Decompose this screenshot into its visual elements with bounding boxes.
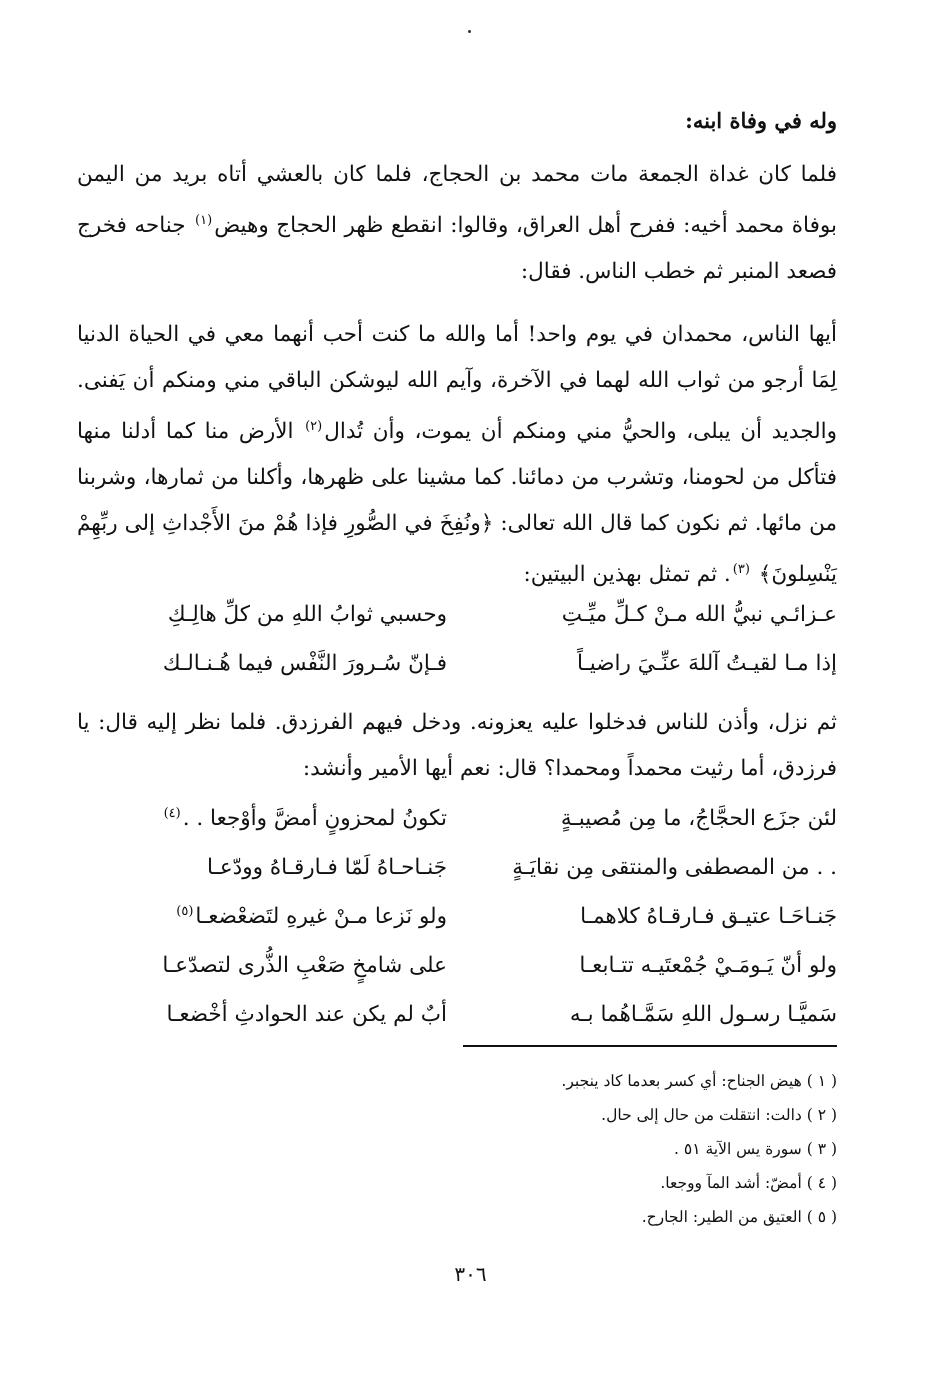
verse-line — [117, 892, 837, 941]
intro-text: فلما كان غداة الجمعة مات محمد بن الحجاج، فلما كان بالعشي أتاه بريد من اليمن بوفاة محمد أخيه: ففرح أهل العراق، وقالوا: انقطع ظهر الحجاج وهيض — [77, 162, 837, 239]
verse-line — [117, 941, 837, 990]
verse-text: ولو نَزعا مـنْ غيرهِ لتَضعْضعـا — [195, 904, 447, 930]
poem-farazdaq — [117, 794, 837, 1039]
footnote-ref-2: (٢) — [305, 419, 323, 434]
footnote: ( ٤ ) أمضّ: أشد المآ ووجعا. — [660, 1174, 837, 1192]
verse-second-hemistich — [127, 1002, 447, 1027]
verse-second-hemistich — [127, 806, 447, 831]
verse-first-hemistich: . . من المصطفى والمنتقى مِن نقايَـةٍ — [512, 855, 837, 880]
poem-two-verses — [117, 590, 837, 688]
verse-first-hemistich: جَنـاحَـا عتيـق فـارقـاهُ كلاهمـا — [580, 904, 837, 929]
speech-part-1: أيها الناس، محمدان في يوم واحد! أما والله ما كنت أحب أنهما معي في الحياة الدنيا لِمَا أرجو من ثواب الله لهما في الآخرة، وآيم الله ليوشكن الباقي مني ومنكم أن يَفنى. والجديد أن يبلى، والحيُّ مني ومنكم أن يموت، وأن تُدال — [77, 322, 837, 445]
verse-text: وحسبي ثوابُ اللهِ من كلِّ هالِـكِ — [167, 602, 447, 628]
verse-line — [117, 990, 837, 1039]
verse-text: فـإنّ سُـرورَ النَّفْس فيما هُـنـالـك — [162, 651, 447, 677]
page-number: ٣٠٦ — [454, 1262, 487, 1286]
speech-part-3: . ثم تمثل بهذين البيتين: — [523, 562, 731, 588]
verse-second-hemistich — [127, 855, 447, 880]
verse-text: أبٌ لم يكن عند الحوادثِ أخْضعـا — [166, 1002, 447, 1028]
footnote: ( ٥ ) العتيق من الطير: الجارح. — [641, 1208, 837, 1226]
verse-first-hemistich: سَميَّـا رسـول اللهِ سَمَّـاهُما بـه — [569, 1002, 837, 1027]
footnote-ref-4: (٤) — [163, 805, 181, 821]
footnote: ( ٢ ) دالت: انتقلت من حال إلى حال. — [601, 1106, 837, 1124]
verse-second-hemistich — [127, 904, 447, 929]
verse-first-hemistich: لئن جزَع الحجَّاجُ، ما مِن مُصيبـةٍ — [560, 806, 837, 831]
intro-paragraph — [77, 152, 837, 295]
speech-paragraph — [77, 312, 837, 598]
verse-line — [117, 590, 837, 639]
footnotes — [237, 1064, 837, 1234]
speech-part-2: الأرض منا كما أدلنا منها فتأكل من لحومنا، وتشرب من دمائنا. كما مشينا على ظهرها، وأكلنا من ثمارها، وشربنا من مائها. ثم نكون كما قال الله تعالى: ﴿ونُفِخَ في الصُّورِ فإذا هُمْ منَ الأَجْداثِ إلى ربِّهِمْ يَنْسِلونَ﴾ — [77, 419, 837, 588]
footnote: ( ١ ) هيض الجناح: أي كسر بعدما كاد ينجبر. — [561, 1072, 837, 1090]
verse-line — [117, 794, 837, 843]
section-heading: وله في وفاة ابنه: — [685, 108, 837, 133]
verse-line — [117, 639, 837, 688]
verse-text: جَنـاحـاهُ لَمّا فـارقـاهُ وودّعـا — [207, 855, 447, 881]
verse-line — [117, 843, 837, 892]
footnote-ref-1: (١) — [195, 213, 213, 228]
verse-second-hemistich — [127, 651, 447, 676]
verse-text: تكونُ لمحزونٍ أمضَّ وأوْجعا . . — [182, 806, 447, 832]
footnote: ( ٣ ) سورة يس الآية ٥١ . — [674, 1140, 837, 1158]
verse-first-hemistich: عـزائـي نبيُّ الله مـنْ كـلِّ ميِّـتِ — [561, 602, 837, 627]
footnote-ref-3: (٣) — [732, 562, 750, 578]
footnote-divider — [463, 1045, 837, 1047]
verse-first-hemistich: ولو أنّ يَـومَـيْ جُمْعتَيـه تتـابعـا — [579, 953, 837, 978]
verse-first-hemistich: إذا مـا لقيـتُ آللهَ عنِّـيَ راضيـاً — [576, 651, 837, 676]
verse-text: على شامخٍ صَعْبِ الذُّرى لتصدّعـا — [162, 953, 447, 979]
verse-second-hemistich — [127, 602, 447, 627]
ink-dot — [468, 30, 471, 33]
verse-second-hemistich — [127, 953, 447, 978]
intro-text-after: جناحه فخرج فصعد المنبر ثم خطب الناس. فقال: — [77, 213, 837, 285]
after-paragraph: ثم نزل، وأذن للناس فدخلوا عليه يعزونه. ودخل فيهم الفرزدق. فلما نظر إليه قال: يا فرزدق، أما رثيت محمداً ومحمدا؟ قال: نعم أيها الأمير وأنشد: — [77, 710, 837, 781]
footnote-ref-5: (٥) — [176, 903, 194, 919]
